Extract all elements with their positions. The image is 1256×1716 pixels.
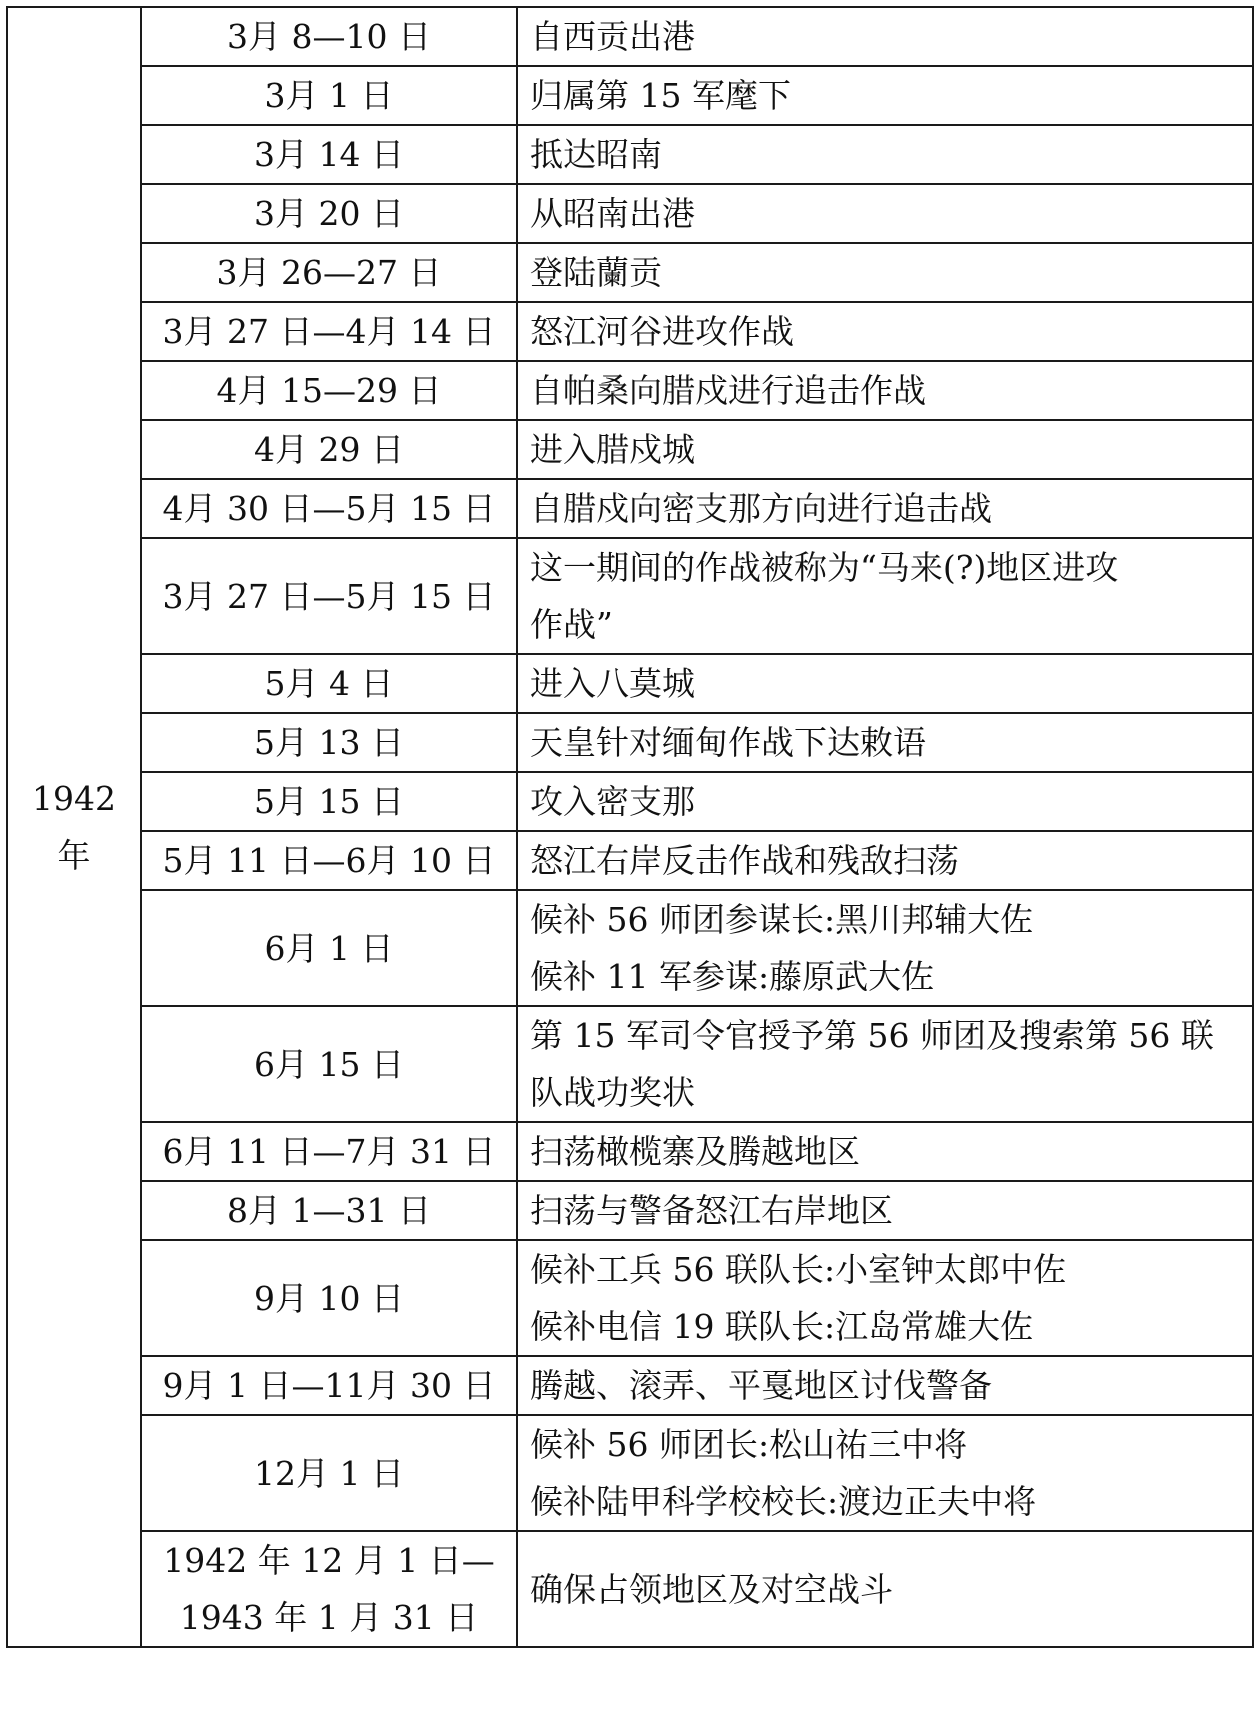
date-text: 6月 1 日 bbox=[264, 928, 394, 968]
event-cell bbox=[517, 125, 1253, 184]
event-text: 天皇针对缅甸作战下达敕语 bbox=[530, 723, 926, 762]
event-cell bbox=[517, 654, 1253, 713]
event-cell bbox=[517, 1531, 1253, 1647]
event-text: 队战功奖状 bbox=[530, 1073, 695, 1112]
date-cell bbox=[141, 890, 517, 1006]
event-cell bbox=[517, 831, 1253, 890]
event-text: 怒江右岸反击作战和残敌扫荡 bbox=[530, 841, 959, 880]
table-row bbox=[7, 654, 1253, 713]
date-cell bbox=[141, 1531, 517, 1647]
event-cell bbox=[517, 1415, 1253, 1531]
event-text: 归属第 15 军麾下 bbox=[530, 76, 791, 115]
date-text: 9月 10 日 bbox=[254, 1278, 404, 1318]
event-text: 从昭南出港 bbox=[530, 194, 695, 233]
event-cell bbox=[517, 1181, 1253, 1240]
date-text: 5月 15 日 bbox=[254, 782, 404, 821]
table-row bbox=[7, 1122, 1253, 1181]
event-cell bbox=[517, 1240, 1253, 1356]
date-cell bbox=[141, 1181, 517, 1240]
event-text: 进入腊戍城 bbox=[530, 430, 695, 469]
table-row bbox=[7, 302, 1253, 361]
event-text: 攻入密支那 bbox=[530, 782, 695, 821]
date-cell bbox=[141, 772, 517, 831]
table-row bbox=[7, 66, 1253, 125]
event-text: 确保占领地区及对空战斗 bbox=[530, 1569, 893, 1609]
event-cell bbox=[517, 243, 1253, 302]
date-cell bbox=[141, 1415, 517, 1531]
event-text: 抵达昭南 bbox=[530, 135, 662, 174]
date-cell bbox=[141, 420, 517, 479]
year-label: 1942 bbox=[32, 779, 116, 818]
table-row bbox=[7, 713, 1253, 772]
event-cell bbox=[517, 66, 1253, 125]
date-text: 3月 20 日 bbox=[254, 194, 404, 233]
date-text: 1943 年 1 月 31 日 bbox=[179, 1598, 479, 1637]
date-cell bbox=[141, 1006, 517, 1122]
table-row bbox=[7, 361, 1253, 420]
table-row bbox=[7, 184, 1253, 243]
event-text: 这一期间的作战被称为“马来(?)地区进攻 bbox=[530, 548, 1119, 587]
date-text: 5月 4 日 bbox=[264, 664, 394, 703]
event-cell bbox=[517, 420, 1253, 479]
event-cell bbox=[517, 361, 1253, 420]
date-cell bbox=[141, 479, 517, 538]
date-text: 4月 29 日 bbox=[254, 430, 404, 469]
table-row bbox=[7, 1356, 1253, 1415]
date-cell bbox=[141, 361, 517, 420]
table-row bbox=[7, 1181, 1253, 1240]
date-text: 5月 11 日—6月 10 日 bbox=[162, 841, 496, 880]
date-cell bbox=[141, 184, 517, 243]
date-text: 3月 8—10 日 bbox=[227, 17, 431, 56]
date-text: 12月 1 日 bbox=[254, 1453, 404, 1493]
date-cell bbox=[141, 243, 517, 302]
date-text: 3月 1 日 bbox=[264, 76, 394, 115]
table-row bbox=[7, 772, 1253, 831]
event-text: 候补 56 师团参谋长:黑川邦辅大佐 bbox=[530, 900, 1034, 939]
table-row bbox=[7, 420, 1253, 479]
event-cell bbox=[517, 302, 1253, 361]
event-text: 扫荡与警备怒江右岸地区 bbox=[530, 1191, 893, 1230]
event-cell bbox=[517, 1006, 1253, 1122]
event-cell bbox=[517, 184, 1253, 243]
table-row bbox=[7, 538, 1253, 654]
table-row bbox=[7, 1006, 1253, 1122]
event-text: 候补工兵 56 联队长:小室钟太郎中佐 bbox=[530, 1250, 1067, 1289]
table-row bbox=[7, 1415, 1253, 1531]
event-text: 扫荡橄榄寨及腾越地区 bbox=[530, 1132, 860, 1171]
date-cell bbox=[141, 1356, 517, 1415]
date-cell bbox=[141, 654, 517, 713]
date-cell bbox=[141, 66, 517, 125]
event-text: 作战” bbox=[530, 605, 613, 644]
date-cell bbox=[141, 1122, 517, 1181]
event-text: 候补陆甲科学校校长:渡边正夫中将 bbox=[530, 1482, 1037, 1521]
date-cell bbox=[141, 831, 517, 890]
table-row bbox=[7, 125, 1253, 184]
date-text: 6月 15 日 bbox=[254, 1044, 404, 1084]
event-text: 候补 11 军参谋:藤原武大佐 bbox=[530, 957, 935, 996]
year-label: 年 bbox=[57, 836, 91, 875]
event-cell bbox=[517, 538, 1253, 654]
date-text: 3月 27 日—4月 14 日 bbox=[162, 312, 496, 351]
event-cell bbox=[517, 1122, 1253, 1181]
event-cell bbox=[517, 890, 1253, 1006]
year-cell bbox=[7, 7, 141, 1647]
event-text: 候补电信 19 联队长:江岛常雄大佐 bbox=[530, 1307, 1034, 1346]
event-text: 登陆蘭贡 bbox=[530, 253, 662, 292]
event-cell bbox=[517, 479, 1253, 538]
event-text: 第 15 军司令官授予第 56 师团及搜索第 56 联 bbox=[530, 1016, 1214, 1055]
date-text: 5月 13 日 bbox=[254, 723, 404, 762]
event-text: 自腊戍向密支那方向进行追击战 bbox=[530, 489, 992, 528]
date-text: 3月 26—27 日 bbox=[216, 253, 442, 292]
table-row bbox=[7, 890, 1253, 1006]
date-cell bbox=[141, 125, 517, 184]
date-cell bbox=[141, 7, 517, 66]
date-text: 3月 27 日—5月 15 日 bbox=[162, 576, 496, 616]
event-text: 候补 56 师团长:松山祐三中将 bbox=[530, 1425, 968, 1464]
table-row bbox=[7, 243, 1253, 302]
date-text: 4月 30 日—5月 15 日 bbox=[162, 489, 496, 528]
table-row bbox=[7, 479, 1253, 538]
date-cell bbox=[141, 1240, 517, 1356]
table-body bbox=[7, 7, 1253, 1647]
event-text: 进入八莫城 bbox=[530, 664, 695, 703]
event-cell bbox=[517, 713, 1253, 772]
event-text: 怒江河谷进攻作战 bbox=[530, 312, 794, 351]
event-cell bbox=[517, 772, 1253, 831]
table-row bbox=[7, 7, 1253, 66]
date-text: 4月 15—29 日 bbox=[216, 371, 442, 410]
event-text: 腾越、滚弄、平戛地区讨伐警备 bbox=[530, 1366, 992, 1405]
date-text: 1942 年 12 月 1 日— bbox=[163, 1541, 495, 1580]
date-text: 3月 14 日 bbox=[254, 135, 404, 174]
date-text: 9月 1 日—11月 30 日 bbox=[162, 1366, 496, 1405]
event-cell bbox=[517, 1356, 1253, 1415]
date-text: 6月 11 日—7月 31 日 bbox=[162, 1132, 496, 1171]
date-cell bbox=[141, 713, 517, 772]
event-text: 自西贡出港 bbox=[530, 17, 695, 56]
date-cell bbox=[141, 302, 517, 361]
table-row bbox=[7, 1531, 1253, 1647]
date-text: 8月 1—31 日 bbox=[227, 1191, 431, 1230]
table-row bbox=[7, 1240, 1253, 1356]
event-cell bbox=[517, 7, 1253, 66]
event-text: 自帕桑向腊戍进行追击作战 bbox=[530, 371, 926, 410]
chronology-table bbox=[6, 6, 1254, 1648]
table-row bbox=[7, 831, 1253, 890]
date-cell bbox=[141, 538, 517, 654]
